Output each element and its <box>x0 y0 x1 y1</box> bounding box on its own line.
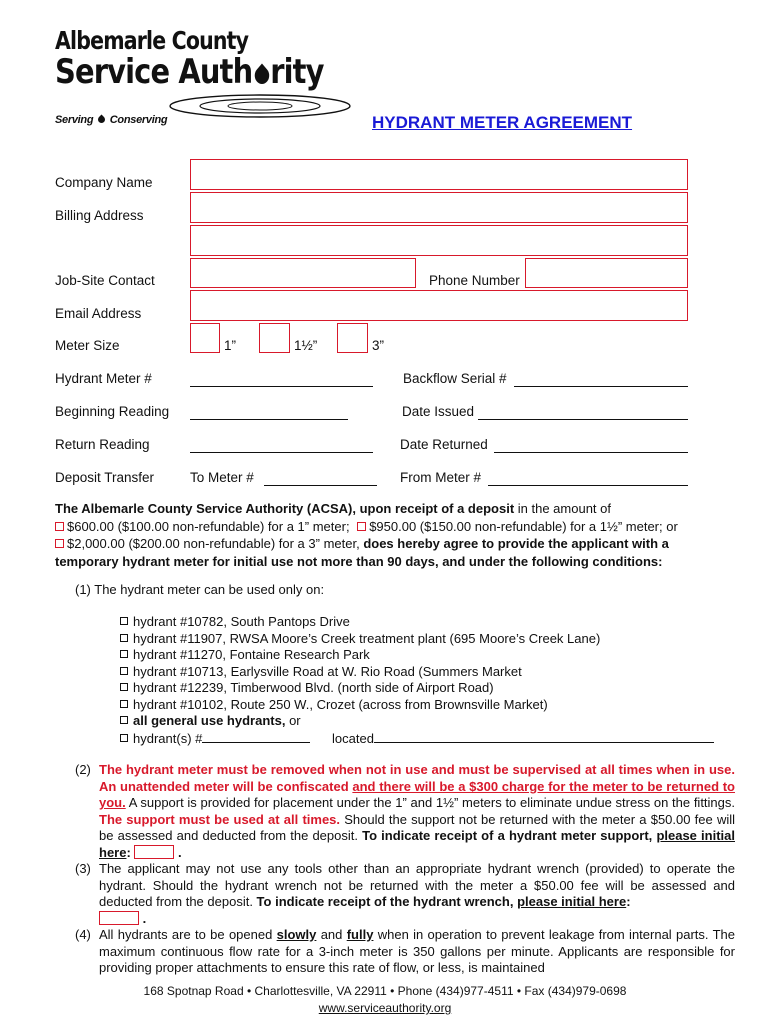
agreement-paragraph: The Albemarle County Service Authority (ACSA), upon receipt of a deposit in the amount of $600.00 ($100.00 non-refundable) for a 1” meter; $950.00 ($150.00 non-refundable) for a 1½” meter; or $2,000.00 ($200.00 non-refundable) for a 3” meter, does hereby agree to provide the applicant with a temporary hydrant meter for initial use not more than 90 days, and under the following conditions: <box>55 501 678 569</box>
job-site-contact-field[interactable] <box>190 258 416 288</box>
custom-hydrant-number-field[interactable] <box>202 730 310 743</box>
phone-number-label: Phone Number <box>429 273 520 288</box>
list-item: hydrant #10713, Earlysville Road at W. Rio Road (Summers Market <box>120 664 714 681</box>
return-reading-label: Return Reading <box>55 437 150 452</box>
meter-size-1-5-checkbox[interactable] <box>259 323 290 353</box>
footer-url-link[interactable]: www.serviceauthority.org <box>318 1001 452 1015</box>
beginning-reading-field[interactable] <box>190 404 348 420</box>
conditions-list <box>75 762 735 977</box>
phone-number-field[interactable] <box>525 258 688 288</box>
hydrant-checkbox[interactable] <box>120 617 128 625</box>
deposit-600-checkbox[interactable] <box>55 522 64 531</box>
date-issued-field[interactable] <box>478 404 688 420</box>
custom-hydrant-location-field[interactable] <box>374 730 714 743</box>
to-meter-label: To Meter # <box>190 470 254 485</box>
deposit-transfer-label: Deposit Transfer <box>55 470 155 485</box>
support-initial-field[interactable] <box>134 845 174 859</box>
hydrant-meter-field[interactable] <box>190 371 373 387</box>
footer-address: 168 Spotnap Road • Charlottesville, VA 22911 • Phone (434)977-4511 • Fax (434)979-0698 <box>143 984 627 998</box>
deposit-950-checkbox[interactable] <box>357 522 366 531</box>
list-item: hydrant #10102, Route 250 W., Crozet (across from Brownsville Market) <box>120 697 714 714</box>
backflow-serial-label: Backflow Serial # <box>403 371 507 386</box>
org-name-line1: Albemarle County <box>55 26 249 55</box>
email-address-field[interactable] <box>190 290 688 321</box>
hydrant-checkbox[interactable] <box>120 650 128 658</box>
condition-3: (3) The applicant may not use any tools other than an appropriate hydrant wrench (provided) to operate the hydrant. Should the hydrant wrench not be returned with the meter a $50.00 fee will be assessed and deducted from the deposit. To indicate receipt of the hydrant wrench, please initial here: . <box>75 861 735 926</box>
meter-size-3-checkbox[interactable] <box>337 323 368 353</box>
general-hydrants-checkbox[interactable] <box>120 716 128 724</box>
billing-address-field-1[interactable] <box>190 192 688 223</box>
hydrant-checkbox[interactable] <box>120 683 128 691</box>
wrench-initial-field[interactable] <box>99 911 139 925</box>
drop-icon <box>97 115 107 125</box>
condition-4: (4) All hydrants are to be opened slowly and fully when in operation to prevent leakage from internal parts. The maximum continuous flow rate for a 3-inch meter is 350 gallons per minute. Applicants are responsible for providing proper attachments to ensure this rate of flow, or less, is maintained <box>75 927 735 975</box>
beginning-reading-label: Beginning Reading <box>55 404 170 419</box>
meter-size-label: Meter Size <box>55 338 120 353</box>
custom-hydrant-checkbox[interactable] <box>120 734 128 742</box>
billing-address-label: Billing Address <box>55 208 144 223</box>
hydrant-meter-label: Hydrant Meter # <box>55 371 152 386</box>
list-item: all general use hydrants, or <box>120 713 714 730</box>
from-meter-label: From Meter # <box>400 470 482 485</box>
job-site-contact-label: Job-Site Contact <box>55 273 155 288</box>
company-name-field[interactable] <box>190 159 688 190</box>
date-issued-label: Date Issued <box>402 404 475 419</box>
list-item: hydrant #12239, Timberwood Blvd. (north side of Airport Road) <box>120 680 714 697</box>
meter-size-3-label: 3” <box>372 338 385 353</box>
date-returned-field[interactable] <box>494 437 688 453</box>
hydrant-checkbox[interactable] <box>120 700 128 708</box>
list-item: hydrant(s) # located <box>120 730 714 748</box>
tagline: Serving Conserving <box>55 114 168 126</box>
email-address-label: Email Address <box>55 306 142 321</box>
meter-size-1-5-label: 1½” <box>294 338 318 353</box>
hydrant-list <box>120 614 714 747</box>
from-meter-field[interactable] <box>488 470 688 486</box>
backflow-serial-field[interactable] <box>514 371 688 387</box>
list-item: hydrant #11270, Fontaine Research Park <box>120 647 714 664</box>
return-reading-field[interactable] <box>190 437 373 453</box>
deposit-2000-checkbox[interactable] <box>55 539 64 548</box>
page-title: HYDRANT METER AGREEMENT <box>372 113 633 132</box>
list-item: hydrant #10782, South Pantops Drive <box>120 614 714 631</box>
list-item: hydrant #11907, RWSA Moore’s Creek treatment plant (695 Moore’s Creek Lane) <box>120 631 714 648</box>
condition-1-intro: (1) The hydrant meter can be used only on: <box>75 582 325 597</box>
billing-address-field-2[interactable] <box>190 225 688 256</box>
date-returned-label: Date Returned <box>400 437 488 452</box>
hydrant-checkbox[interactable] <box>120 667 128 675</box>
meter-size-1-label: 1” <box>224 338 237 353</box>
to-meter-field[interactable] <box>264 470 377 486</box>
org-name-line2: Service Auth rity <box>55 52 324 92</box>
meter-size-1-checkbox[interactable] <box>190 323 220 353</box>
company-name-label: Company Name <box>55 175 153 190</box>
hydrant-checkbox[interactable] <box>120 634 128 642</box>
footer <box>0 983 770 1017</box>
condition-2: (2) The hydrant meter must be removed when not in use and must be supervised at all times when in use. An unattended meter will be confiscated and there will be a $300 charge for the meter to be returned to you. A support is provided for placement under the 1” and 1½” meters to eliminate undue stress on the fittings. The support must be used at all times. Should the support not be returned with the meter a $50.00 fee will be assessed and deducted from the deposit. To indicate receipt of a hydrant meter support, please initial here: . <box>75 762 735 860</box>
